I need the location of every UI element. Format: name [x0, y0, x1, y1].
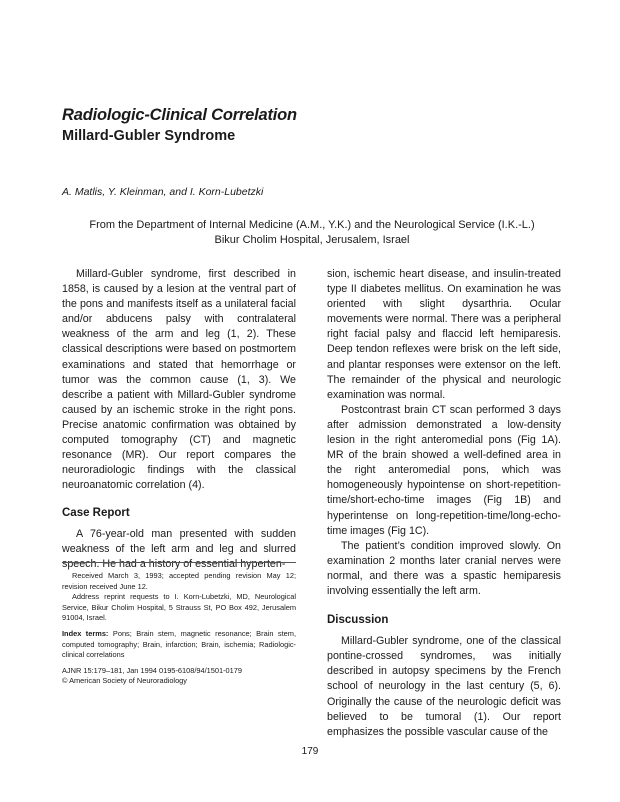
copyright: © American Society of Neuroradiology: [62, 676, 187, 686]
affiliation-line-1: From the Department of Internal Medicine (A.M., Y.K.) and the Neurological Service (I.K.-L.): [89, 219, 535, 231]
page-number: 179: [301, 746, 319, 757]
discussion-heading: Discussion: [327, 614, 389, 627]
case-report-heading: Case Report: [62, 507, 130, 520]
citation: AJNR 15:179–181, Jan 1994 0195-6108/94/1501-0179: [62, 665, 242, 675]
article-title: Millard-Gubler Syndrome: [62, 128, 236, 144]
index-terms: [62, 629, 296, 661]
footnotes: [62, 562, 296, 687]
series-title: Radiologic-Clinical Correlation: [62, 106, 297, 124]
left-column: [62, 267, 296, 572]
reprint-note: Address reprint requests to I. Korn-Lubetzki, MD, Neurological Service, Bikur Cholim Hospital, 5 Strauss St, PO Box 492, Jerusalem 91004, Israel.: [62, 592, 296, 623]
index-terms-label: Index terms:: [62, 628, 109, 638]
discussion-paragraph: Millard-Gubler syndrome, one of the classical pontine-crossed syndromes, was initially described in autopsy specimens by the French school of neurology in the last century (5, 6). Originally the cause of the neurologic deficit was believed to be tumoral (1). Our report emphasizes the possible vascular cause of the: [327, 635, 561, 738]
outcome-paragraph: The patient’s condition improved slowly. On examination 2 months later cranial nerves were normal, and there was a spastic hemiparesis involving essentially the left arm.: [327, 539, 561, 597]
affiliation-line-2: Bikur Cholim Hospital, Jerusalem, Israel: [214, 234, 410, 246]
imaging-paragraph: Postcontrast brain CT scan performed 3 days after admission demonstrated a low-density lesion in the right anteromedial pons (Fig 1A). MR of the brain showed a well-defined area in the right anteromedial pons, which was homogeneously hypointense on short-repetition-time/short-echo-time images (Fig 1B) and hyperintense on long-repetition-time/long-echo-time images (Fig 1C).: [327, 403, 561, 537]
received-note: Received March 3, 1993; accepted pending revision May 12; revision received June 12.: [62, 571, 296, 591]
intro-paragraph: Millard-Gubler syndrome, first described in 1858, is caused by a lesion at the ventral part of the pons and manifests itself as a unilateral facial and/or abducens palsy with contralateral weakness of the arm and leg (1, 2). These classical descriptions were based on postmortem examinations and stated that hemorrhage or tumor was the common cause (1, 3). We describe a patient with Millard-Gubler syndrome caused by an ischemic stroke in the right pons. Precise anatomic confirmation was obtained by computed tomography (CT) and magnetic resonance (MR). Our report compares the neuroradiologic findings with the classical neuroanatomic correlation (4).: [62, 268, 296, 492]
index-terms-list: Pons; Brain stem, magnetic resonance; Brain stem, computed tomography; Brain, infarction; Brain, ischemia; Radiologic-clinical correlations: [62, 628, 296, 660]
affiliation: [62, 218, 562, 248]
authors: A. Matlis, Y. Kleinman, and I. Korn-Lubetzki: [62, 186, 264, 198]
case-report-continued: sion, ischemic heart disease, and insulin-treated type II diabetes mellitus. On examination he was oriented with slight dysarthria. Ocular movements were normal. There was a peripheral right facial palsy and flaccid left hemiparesis. Deep tendon reflexes were brisk on the left side, and plantar responses were extensor on the left. The remainder of the physical and neurologic examination was normal.: [327, 268, 561, 401]
case-report-paragraph: A 76-year-old man presented with sudden weakness of the left arm and leg and slurred speech. He had a history of essential hyperten-: [62, 527, 296, 570]
right-column: [327, 267, 561, 740]
